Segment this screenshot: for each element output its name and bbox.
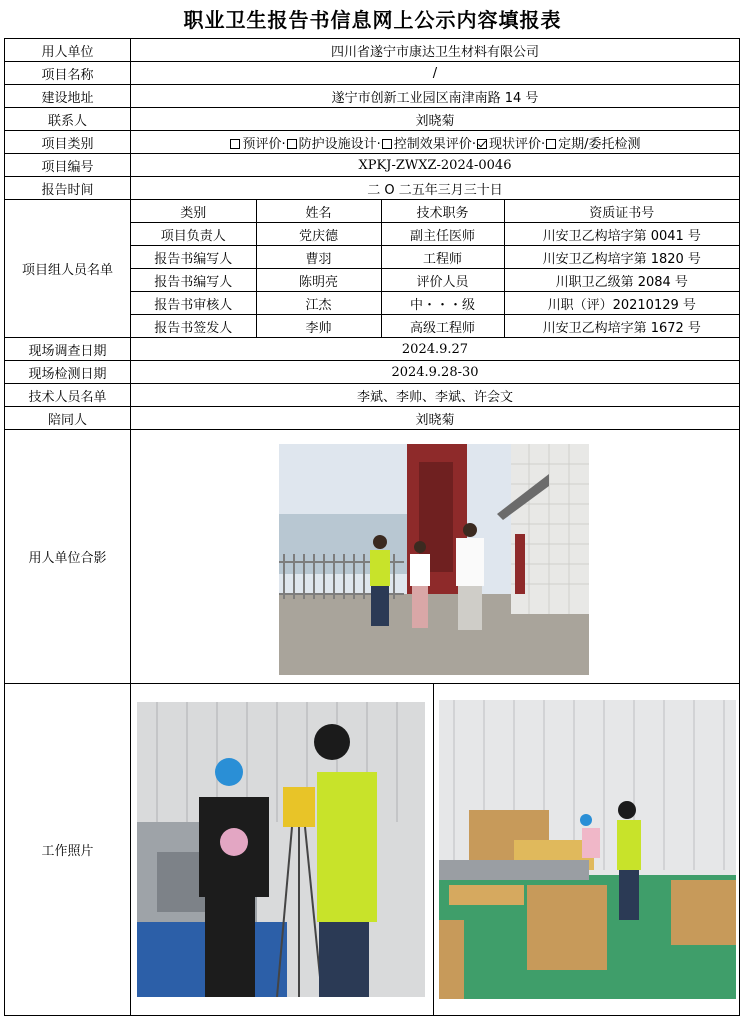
address-value: 遂宁市创新工业园区南津南路 14 号 — [131, 85, 740, 108]
test-date-value: 2024.9.28-30 — [131, 361, 740, 384]
team-label: 项目组人员名单 — [5, 200, 131, 338]
table-row — [131, 269, 739, 292]
team-cert: 川职卫乙级第 2084 号 — [504, 269, 739, 292]
group-photo-cell — [131, 430, 740, 684]
project-code-label: 项目编号 — [5, 154, 131, 177]
project-name-value: / — [131, 62, 740, 85]
contact-label: 联系人 — [5, 108, 131, 131]
work-photo-right — [439, 700, 736, 999]
table-row — [131, 292, 739, 315]
team-title: 评价人员 — [381, 269, 504, 292]
project-name-label: 项目名称 — [5, 62, 131, 85]
group-photo — [279, 444, 589, 675]
team-name: 党庆德 — [256, 223, 381, 246]
team-table — [131, 200, 739, 337]
table-row — [131, 246, 739, 269]
team-role: 报告书编写人 — [131, 246, 256, 269]
category-option-label: 定期/委托检测 — [558, 136, 641, 152]
checkbox-icon — [287, 139, 297, 149]
project-code-value: XPKJ-ZWXZ-2024-0046 — [131, 154, 740, 177]
table-row — [131, 315, 739, 338]
info-table — [4, 38, 740, 1016]
team-header-category: 类别 — [131, 200, 256, 223]
survey-date-label: 现场调查日期 — [5, 338, 131, 361]
team-title: 副主任医师 — [381, 223, 504, 246]
report-time-label: 报告时间 — [5, 177, 131, 200]
survey-date-value: 2024.9.27 — [131, 338, 740, 361]
team-cert: 川安卫乙构培字第 0041 号 — [504, 223, 739, 246]
category-option-label: 防护设施设计 — [298, 136, 377, 152]
table-row — [131, 223, 739, 246]
team-title: 高级工程师 — [381, 315, 504, 338]
team-role: 报告书签发人 — [131, 315, 256, 338]
category-option-label: 控制效果评价 — [393, 136, 472, 152]
team-title: 工程师 — [381, 246, 504, 269]
employer-label: 用人单位 — [5, 39, 131, 62]
photo-divider — [433, 684, 434, 1015]
team-name: 陈明亮 — [256, 269, 381, 292]
team-name: 李帅 — [256, 315, 381, 338]
team-role: 项目负责人 — [131, 223, 256, 246]
team-header-title: 技术职务 — [381, 200, 504, 223]
team-header-cert: 资质证书号 — [504, 200, 739, 223]
checkbox-icon — [230, 139, 240, 149]
contact-value: 刘晓菊 — [131, 108, 740, 131]
category-separator: · — [540, 136, 546, 152]
category-option-label: 预评价 — [242, 136, 282, 152]
category-separator: · — [471, 136, 476, 152]
test-date-label: 现场检测日期 — [5, 361, 131, 384]
form-title: 职业卫生报告书信息网上公示内容填报表 — [183, 8, 562, 32]
team-cert: 川职（评）20210129 号 — [504, 292, 739, 315]
category-options — [131, 131, 740, 154]
team-title: 中・・・级 — [381, 292, 504, 315]
team-name: 江杰 — [256, 292, 381, 315]
tech-staff-label: 技术人员名单 — [5, 384, 131, 407]
team-role: 报告书审核人 — [131, 292, 256, 315]
team-header-name: 姓名 — [256, 200, 381, 223]
work-photo-left — [137, 702, 425, 997]
work-photo-cell — [131, 684, 740, 1016]
category-option-label: 现状评价 — [488, 136, 541, 152]
tech-staff-value: 李斌、李帅、李斌、许会文 — [131, 384, 740, 407]
category-separator: · — [376, 136, 381, 152]
report-time-value: 二 O 二五年三月三十日 — [131, 177, 740, 200]
accompany-label: 陪同人 — [5, 407, 131, 430]
team-role: 报告书编写人 — [131, 269, 256, 292]
accompany-value: 刘晓菊 — [131, 407, 740, 430]
checkbox-checked-icon — [477, 139, 487, 149]
team-header-row — [131, 200, 739, 223]
checkbox-icon — [546, 139, 556, 149]
group-photo-label: 用人单位合影 — [5, 430, 131, 684]
team-name: 曹羽 — [256, 246, 381, 269]
address-label: 建设地址 — [5, 85, 131, 108]
work-photo-label: 工作照片 — [5, 684, 131, 1016]
team-cert: 川安卫乙构培字第 1672 号 — [504, 315, 739, 338]
category-separator: · — [281, 136, 286, 152]
employer-value: 四川省遂宁市康达卫生材料有限公司 — [131, 39, 740, 62]
team-cert: 川安卫乙构培字第 1820 号 — [504, 246, 739, 269]
team-cell — [131, 200, 740, 338]
category-label: 项目类别 — [5, 131, 131, 154]
checkbox-icon — [382, 139, 392, 149]
